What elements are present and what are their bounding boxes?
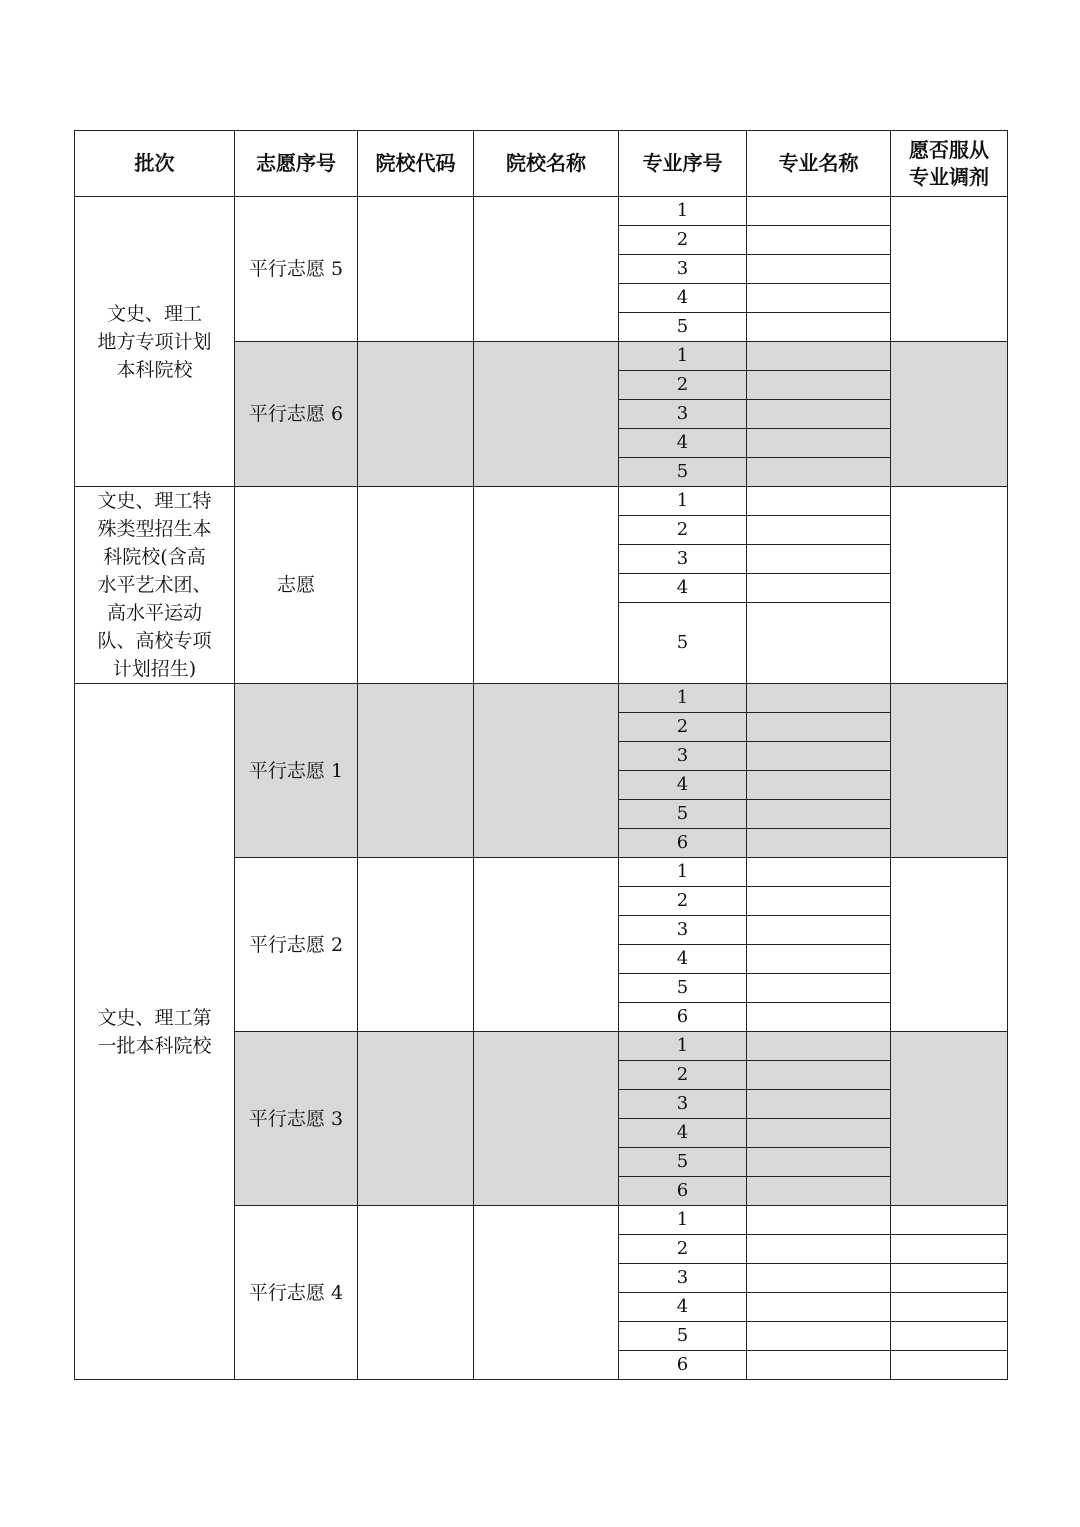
major-name-field[interactable] bbox=[747, 429, 891, 458]
major-name-field[interactable] bbox=[747, 400, 891, 429]
header-major-seq: 专业序号 bbox=[619, 131, 747, 197]
major-name-field[interactable] bbox=[747, 313, 891, 342]
batch-text-line: 计划招生) bbox=[112, 658, 197, 680]
major-seq-cell: 3 bbox=[619, 1264, 747, 1293]
major-name-field[interactable] bbox=[747, 603, 891, 684]
header-school-code: 院校代码 bbox=[358, 131, 474, 197]
major-seq-cell: 3 bbox=[619, 742, 747, 771]
major-name-field[interactable] bbox=[747, 1351, 891, 1380]
volunteer-order-cell: 志愿 bbox=[235, 487, 358, 684]
major-name-field[interactable] bbox=[747, 197, 891, 226]
volunteer-order-cell: 平行志愿 2 bbox=[235, 858, 358, 1032]
adjust-field[interactable] bbox=[891, 684, 1008, 858]
major-seq-cell: 2 bbox=[619, 1235, 747, 1264]
volunteer-order-cell: 平行志愿 5 bbox=[235, 197, 358, 342]
major-name-field[interactable] bbox=[747, 858, 891, 887]
major-seq-cell: 5 bbox=[619, 974, 747, 1003]
major-seq-cell: 5 bbox=[619, 458, 747, 487]
volunteer-form-table bbox=[74, 130, 1008, 1380]
school-name-field[interactable] bbox=[474, 1032, 619, 1206]
school-code-field[interactable] bbox=[358, 487, 474, 684]
major-name-field[interactable] bbox=[747, 1148, 891, 1177]
school-name-field[interactable] bbox=[474, 342, 619, 487]
batch-text-line: 文史、理工特 bbox=[97, 490, 212, 512]
major-seq-cell: 6 bbox=[619, 1351, 747, 1380]
batch-text-line: 殊类型招生本 bbox=[97, 518, 212, 540]
volunteer-order-cell: 平行志愿 3 bbox=[235, 1032, 358, 1206]
major-seq-cell: 4 bbox=[619, 284, 747, 313]
major-name-field[interactable] bbox=[747, 916, 891, 945]
major-seq-cell: 1 bbox=[619, 1032, 747, 1061]
major-seq-cell: 4 bbox=[619, 1119, 747, 1148]
form-body bbox=[75, 197, 1008, 1380]
school-code-field[interactable] bbox=[358, 197, 474, 342]
major-name-field[interactable] bbox=[747, 945, 891, 974]
batch-text-line: 文史、理工 bbox=[106, 302, 202, 325]
batch-text-line: 水平艺术团、 bbox=[97, 574, 212, 596]
batch-cell bbox=[75, 197, 235, 487]
major-seq-cell: 4 bbox=[619, 945, 747, 974]
major-name-field[interactable] bbox=[747, 1322, 891, 1351]
adjust-field[interactable] bbox=[891, 1351, 1008, 1380]
school-code-field[interactable] bbox=[358, 1206, 474, 1380]
major-seq-cell: 2 bbox=[619, 516, 747, 545]
adjust-field[interactable] bbox=[891, 1322, 1008, 1351]
major-seq-cell: 4 bbox=[619, 574, 747, 603]
major-name-field[interactable] bbox=[747, 255, 891, 284]
major-seq-cell: 3 bbox=[619, 545, 747, 574]
major-seq-cell: 5 bbox=[619, 800, 747, 829]
header-batch: 批次 bbox=[75, 131, 235, 197]
batch-text-line: 科院校(含高 bbox=[103, 546, 206, 568]
major-name-field[interactable] bbox=[747, 684, 891, 713]
major-seq-cell: 3 bbox=[619, 255, 747, 284]
header-major-name: 专业名称 bbox=[747, 131, 891, 197]
major-name-field[interactable] bbox=[747, 1206, 891, 1235]
adjust-field[interactable] bbox=[891, 1206, 1008, 1235]
major-seq-cell: 3 bbox=[619, 400, 747, 429]
header-adjust: 愿否服从专业调剂 bbox=[891, 131, 1008, 197]
table-row bbox=[75, 197, 1008, 226]
major-name-field[interactable] bbox=[747, 1264, 891, 1293]
school-name-field[interactable] bbox=[474, 1206, 619, 1380]
major-name-field[interactable] bbox=[747, 1061, 891, 1090]
batch-cell bbox=[75, 487, 235, 684]
school-code-field[interactable] bbox=[358, 684, 474, 858]
adjust-field[interactable] bbox=[891, 1293, 1008, 1322]
batch-text-line: 队、高校专项 bbox=[97, 630, 212, 652]
major-name-field[interactable] bbox=[747, 742, 891, 771]
table-row bbox=[75, 684, 1008, 713]
major-seq-cell: 6 bbox=[619, 1177, 747, 1206]
adjust-field[interactable] bbox=[891, 487, 1008, 684]
volunteer-order-cell: 平行志愿 4 bbox=[235, 1206, 358, 1380]
major-name-field[interactable] bbox=[747, 545, 891, 574]
major-seq-cell: 5 bbox=[619, 1322, 747, 1351]
major-seq-cell: 2 bbox=[619, 887, 747, 916]
header-row bbox=[75, 131, 1008, 197]
major-name-field[interactable] bbox=[747, 974, 891, 1003]
header-school-name: 院校名称 bbox=[474, 131, 619, 197]
major-seq-cell: 3 bbox=[619, 1090, 747, 1119]
major-name-field[interactable] bbox=[747, 829, 891, 858]
adjust-field[interactable] bbox=[891, 1235, 1008, 1264]
major-seq-cell: 4 bbox=[619, 429, 747, 458]
major-name-field[interactable] bbox=[747, 284, 891, 313]
major-seq-cell: 2 bbox=[619, 713, 747, 742]
major-seq-cell: 1 bbox=[619, 858, 747, 887]
major-seq-cell: 2 bbox=[619, 1061, 747, 1090]
major-name-field[interactable] bbox=[747, 800, 891, 829]
major-seq-cell: 2 bbox=[619, 371, 747, 400]
major-seq-cell: 1 bbox=[619, 1206, 747, 1235]
major-seq-cell: 5 bbox=[619, 603, 747, 684]
major-name-field[interactable] bbox=[747, 1090, 891, 1119]
major-seq-cell: 4 bbox=[619, 771, 747, 800]
major-name-field[interactable] bbox=[747, 342, 891, 371]
volunteer-order-cell: 平行志愿 6 bbox=[235, 342, 358, 487]
adjust-field[interactable] bbox=[891, 197, 1008, 342]
batch-text-line: 文史、理工第 bbox=[97, 1006, 212, 1029]
major-name-field[interactable] bbox=[747, 574, 891, 603]
major-seq-cell: 1 bbox=[619, 197, 747, 226]
major-name-field[interactable] bbox=[747, 1293, 891, 1322]
adjust-field[interactable] bbox=[891, 342, 1008, 487]
major-seq-cell: 5 bbox=[619, 1148, 747, 1177]
adjust-field[interactable] bbox=[891, 1264, 1008, 1293]
major-seq-cell: 4 bbox=[619, 1293, 747, 1322]
school-name-field[interactable] bbox=[474, 487, 619, 684]
major-name-field[interactable] bbox=[747, 226, 891, 255]
major-seq-cell: 2 bbox=[619, 226, 747, 255]
batch-text-line: 一批本科院校 bbox=[97, 1034, 212, 1057]
major-name-field[interactable] bbox=[747, 1003, 891, 1032]
school-name-field[interactable] bbox=[474, 197, 619, 342]
major-seq-cell: 6 bbox=[619, 1003, 747, 1032]
batch-text-line: 本科院校 bbox=[116, 358, 193, 381]
major-name-field[interactable] bbox=[747, 371, 891, 400]
major-name-field[interactable] bbox=[747, 487, 891, 516]
major-seq-cell: 5 bbox=[619, 313, 747, 342]
school-name-field[interactable] bbox=[474, 684, 619, 858]
major-seq-cell: 6 bbox=[619, 829, 747, 858]
school-code-field[interactable] bbox=[358, 858, 474, 1032]
major-seq-cell: 1 bbox=[619, 684, 747, 713]
table-row bbox=[75, 487, 1008, 516]
major-name-field[interactable] bbox=[747, 458, 891, 487]
major-name-field[interactable] bbox=[747, 1032, 891, 1061]
school-name-field[interactable] bbox=[474, 858, 619, 1032]
major-name-field[interactable] bbox=[747, 771, 891, 800]
adjust-field[interactable] bbox=[891, 858, 1008, 1032]
header-order: 志愿序号 bbox=[235, 131, 358, 197]
major-name-field[interactable] bbox=[747, 887, 891, 916]
major-seq-cell: 1 bbox=[619, 342, 747, 371]
adjust-field[interactable] bbox=[891, 1032, 1008, 1206]
school-code-field[interactable] bbox=[358, 342, 474, 487]
school-code-field[interactable] bbox=[358, 1032, 474, 1206]
batch-cell bbox=[75, 684, 235, 1380]
major-name-field[interactable] bbox=[747, 1235, 891, 1264]
major-seq-cell: 3 bbox=[619, 916, 747, 945]
major-seq-cell: 1 bbox=[619, 487, 747, 516]
major-name-field[interactable] bbox=[747, 516, 891, 545]
major-name-field[interactable] bbox=[747, 713, 891, 742]
major-name-field[interactable] bbox=[747, 1119, 891, 1148]
batch-text-line: 地方专项计划 bbox=[97, 330, 212, 353]
major-name-field[interactable] bbox=[747, 1177, 891, 1206]
volunteer-order-cell: 平行志愿 1 bbox=[235, 684, 358, 858]
batch-text-line: 高水平运动 bbox=[106, 602, 202, 624]
